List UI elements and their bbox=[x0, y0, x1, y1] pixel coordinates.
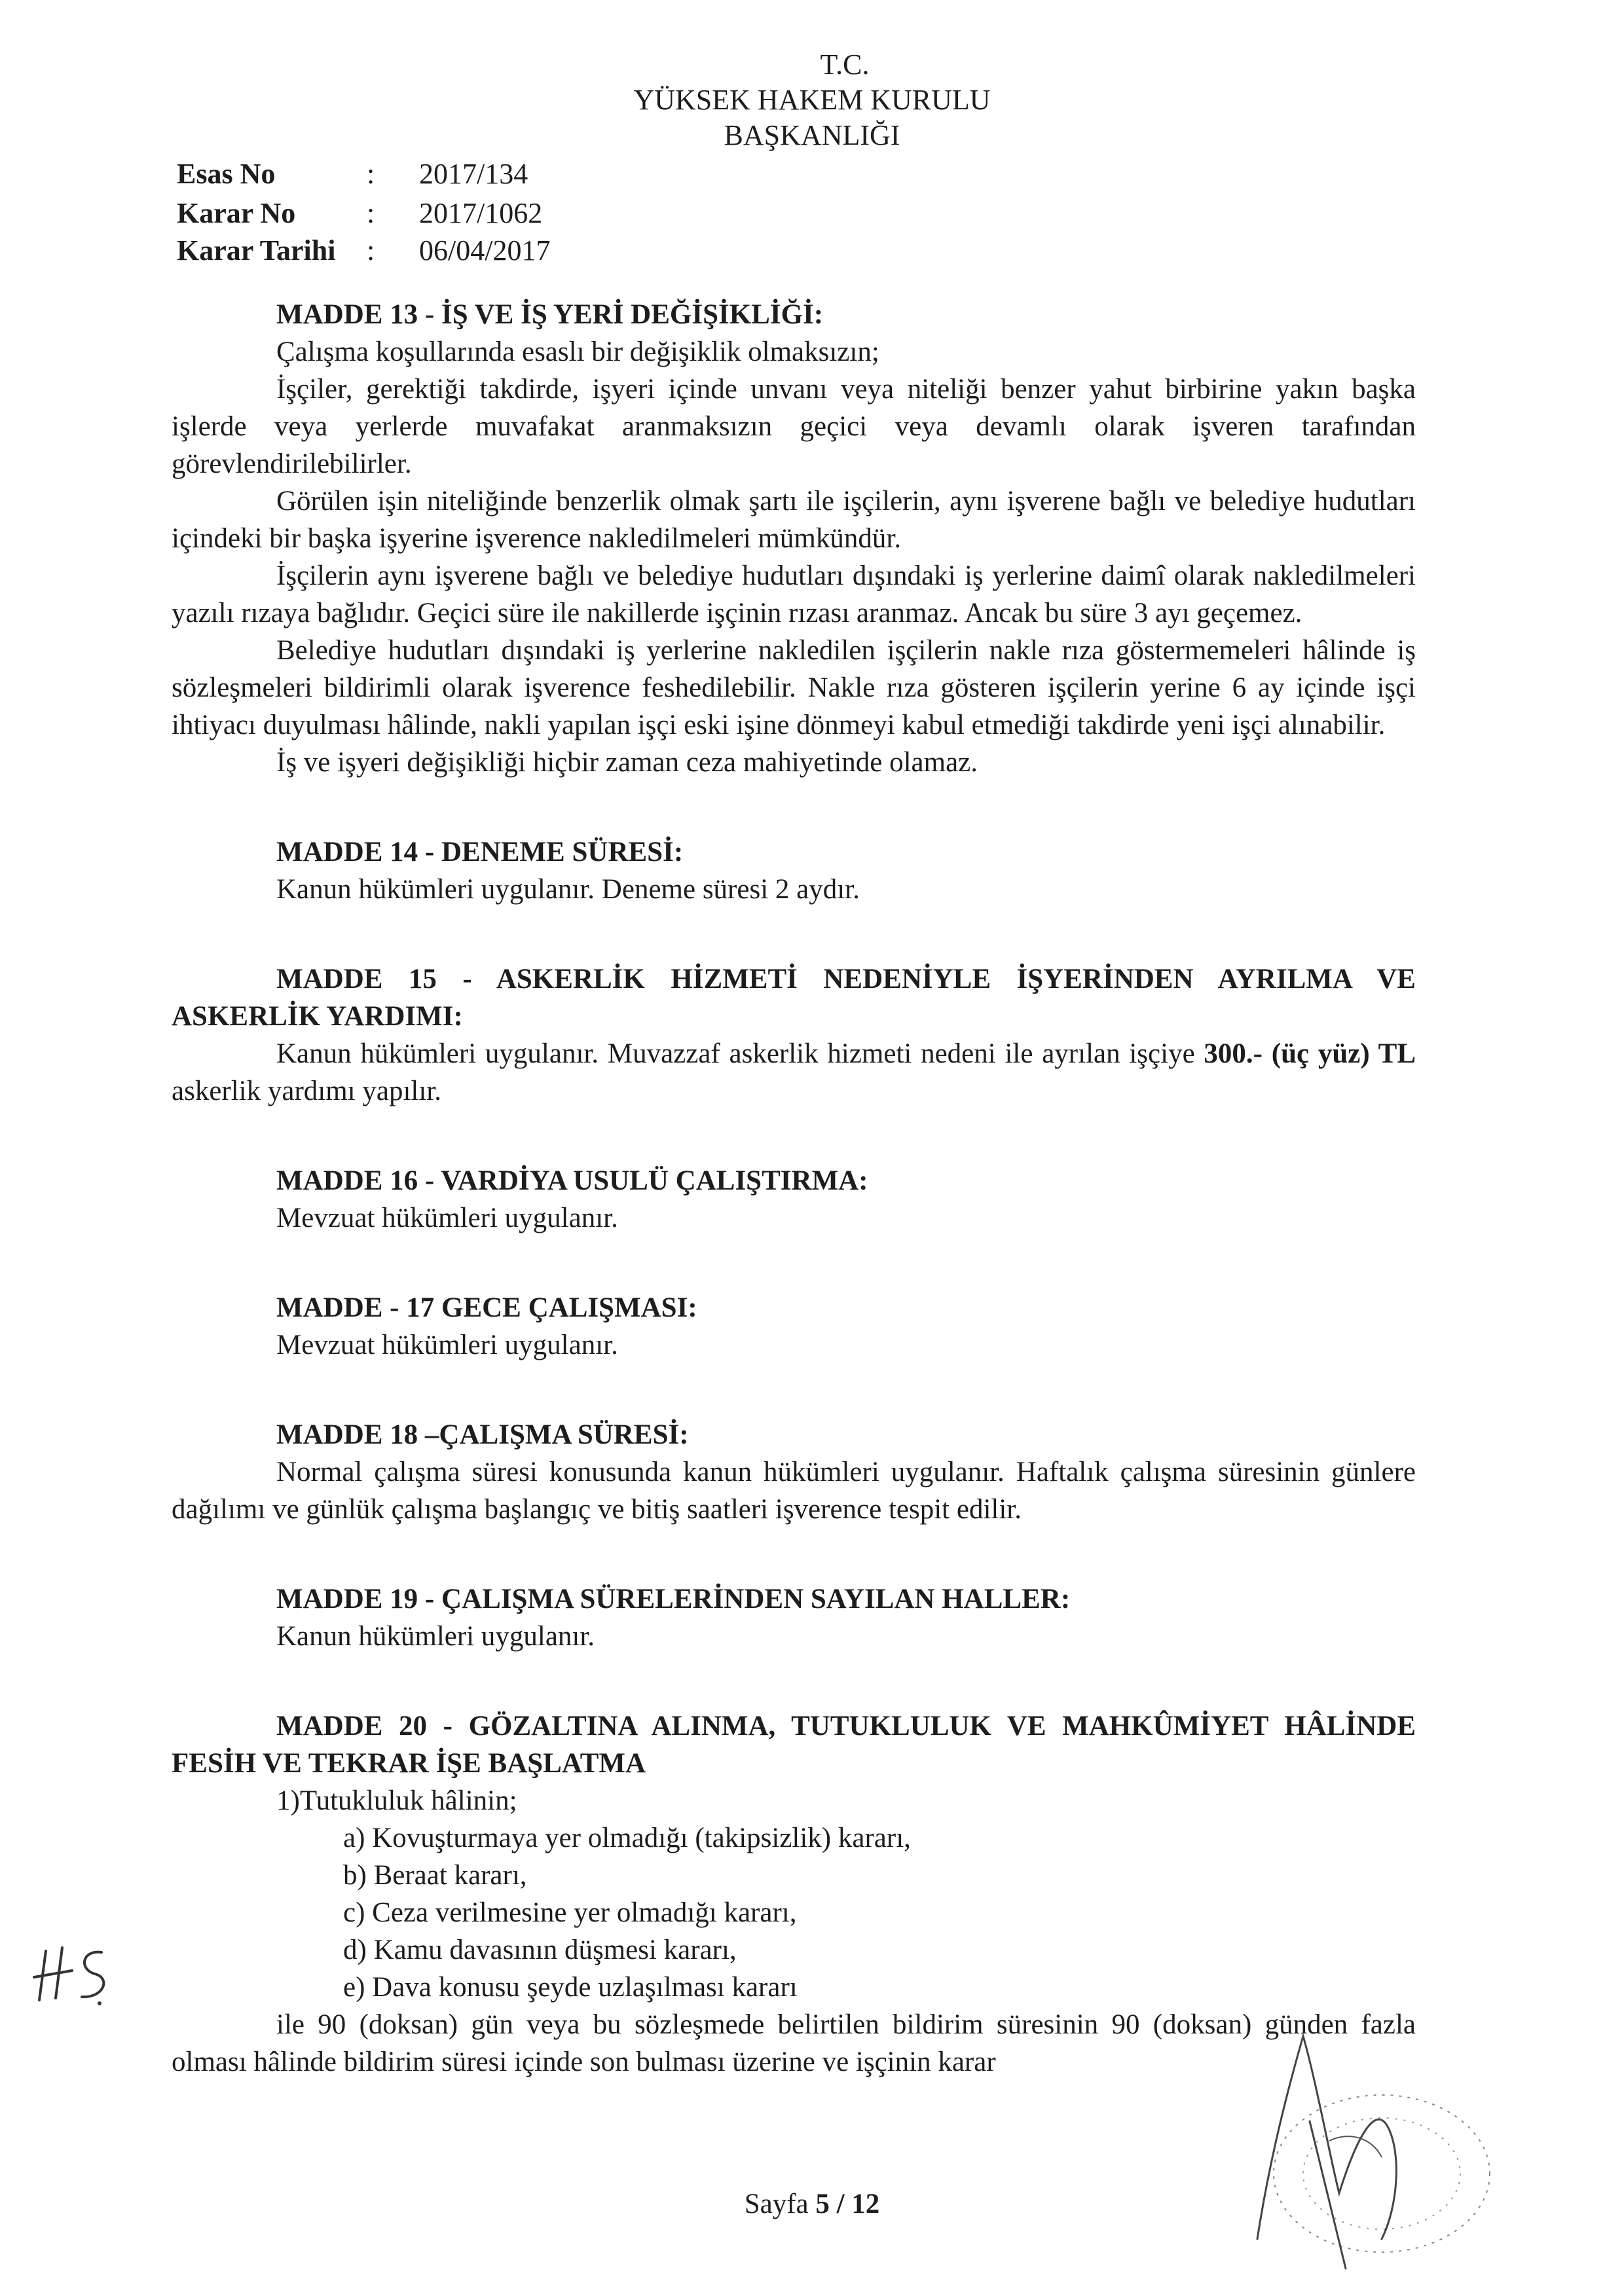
paragraph: Mevzuat hükümleri uygulanır. bbox=[276, 1203, 618, 1233]
total-pages: 12 bbox=[851, 2189, 880, 2219]
article-15 bbox=[172, 960, 1416, 1110]
list-item: b) Beraat kararı, bbox=[343, 1860, 527, 1891]
paragraph: İşçiler, gerektiği takdirde, işyeri içinde unvanı veya niteliği benzer yahut birbirine yakın başka işlerde veya yerlerde muvafakat aranmaksızın geçici veya devamlı olarak işveren tarafından görevlendirilebilirler. bbox=[172, 374, 1416, 479]
header-tc: T.C. bbox=[820, 48, 870, 81]
paragraph: Belediye hudutları dışındaki iş yerlerine nakledilen işçilerin nakle rıza göstermemeleri hâlinde iş sözleşmeleri bildirimli olarak işverence feshedilebilir. Nakle rıza gösteren işçilerin yerine 6 ay içinde işçi ihtiyacı duyulması hâlinde, nakli yapılan işçi eski işine dönmeyi kabul etmediği takdirde yeni işçi alınabilir. bbox=[172, 635, 1416, 740]
paragraph: İş ve işyeri değişikliği hiçbir zaman ceza mahiyetinde olamaz. bbox=[276, 747, 978, 778]
meta-karar-no bbox=[177, 194, 542, 233]
header-presidency: BAŞKANLIĞI bbox=[724, 119, 900, 151]
item-list bbox=[172, 1819, 1416, 2006]
meta-colon: : bbox=[367, 158, 375, 190]
paragraph: Kanun hükümleri uygulanır. Deneme süresi 2 aydır. bbox=[276, 874, 860, 905]
article-18 bbox=[172, 1416, 1416, 1528]
paragraph: 1)Tutukluluk hâlinin; bbox=[276, 1785, 517, 1816]
handwritten-initials-icon bbox=[26, 1938, 118, 2010]
list-item: d) Kamu davasının düşmesi kararı, bbox=[343, 1935, 737, 1965]
header-institution: YÜKSEK HAKEM KURULU bbox=[633, 84, 991, 116]
paragraph: İşçilerin aynı işverene bağlı ve belediye hudutları dışındaki iş yerlerine daimî olarak nakledilmeleri yazılı rızaya bağlıdır. Geçici süre ile nakillerde işçinin rızası aranmaz. Ancak bu süre 3 ayı geçemez. bbox=[172, 560, 1416, 629]
paragraph: ile 90 (doksan) gün veya bu sözleşmede belirtilen bildirim süresinin 90 (doksan) günden fazla olması hâlinde bildirim süresi içinde son bulması üzerine ve işçinin karar bbox=[172, 2009, 1416, 2077]
page-separator: / bbox=[829, 2189, 852, 2219]
document-body bbox=[172, 296, 1416, 2081]
meta-value: 06/04/2017 bbox=[419, 234, 551, 266]
meta-label: Karar Tarihi bbox=[177, 234, 336, 266]
article-13 bbox=[172, 296, 1416, 781]
meta-esas-no bbox=[177, 155, 528, 194]
meta-value: 2017/134 bbox=[419, 158, 528, 190]
article-title: MADDE 20 - GÖZALTINA ALINMA, TUTUKLULUK VE MAHKÛMİYET HÂLİNDE FESİH VE TEKRAR İŞE BAŞLATMA bbox=[172, 1711, 1416, 1779]
article-14 bbox=[172, 833, 1416, 908]
article-title: MADDE 13 - İŞ VE İŞ YERİ DEĞİŞİKLİĞİ: bbox=[276, 299, 824, 330]
article-title: MADDE 14 - DENEME SÜRESİ: bbox=[276, 837, 684, 867]
article-title: MADDE 15 - ASKERLİK HİZMETİ NEDENİYLE İŞYERİNDEN AYRILMA VE ASKERLİK YARDIMI: bbox=[172, 964, 1416, 1032]
article-16 bbox=[172, 1162, 1416, 1237]
article-title: MADDE 19 - ÇALIŞMA SÜRELERİNDEN SAYILAN HALLER: bbox=[276, 1584, 1071, 1614]
article-17 bbox=[172, 1289, 1416, 1364]
page-prefix: Sayfa bbox=[744, 2189, 816, 2219]
article-title: MADDE 16 - VARDİYA USULÜ ÇALIŞTIRMA: bbox=[276, 1165, 868, 1196]
paragraph: Mevzuat hükümleri uygulanır. bbox=[276, 1330, 618, 1360]
paragraph: Normal çalışma süresi konusunda kanun hükümleri uygulanır. Haftalık çalışma süresinin günlere dağılımı ve günlük çalışma başlangıç ve bitiş saatleri işverence tespit edilir. bbox=[172, 1457, 1416, 1525]
paragraph: Çalışma koşullarında esaslı bir değişiklik olmaksızın; bbox=[276, 337, 879, 367]
meta-karar-tarihi bbox=[177, 231, 550, 270]
article-title: MADDE - 17 GECE ÇALIŞMASI: bbox=[276, 1292, 697, 1323]
list-item: c) Ceza verilmesine yer olmadığı kararı, bbox=[343, 1897, 797, 1928]
meta-colon: : bbox=[367, 197, 375, 229]
signature-stamp-icon bbox=[1231, 2023, 1506, 2272]
article-19 bbox=[172, 1580, 1416, 1655]
paragraph: Kanun hükümleri uygulanır. bbox=[276, 1621, 595, 1652]
article-title: MADDE 18 –ÇALIŞMA SÜRESİ: bbox=[276, 1419, 689, 1450]
list-item: a) Kovuşturmaya yer olmadığı (takipsizlik) kararı, bbox=[343, 1823, 911, 1853]
article-20 bbox=[172, 1707, 1416, 2081]
paragraph: Görülen işin niteliğinde benzerlik olmak şartı ile işçilerin, aynı işverene bağlı ve belediye hudutları içindeki bir başka işyerine işverence nakledilmeleri mümkündür. bbox=[172, 486, 1416, 554]
meta-value: 2017/1062 bbox=[419, 197, 543, 229]
paragraph bbox=[172, 1035, 1416, 1110]
paragraph-text: askerlik yardımı yapılır. bbox=[172, 1076, 441, 1106]
amount-text: 300.- (üç yüz) TL bbox=[1204, 1038, 1416, 1069]
meta-label: Esas No bbox=[177, 158, 276, 190]
meta-label: Karar No bbox=[177, 197, 296, 229]
list-item: e) Dava konusu şeyde uzlaşılması kararı bbox=[343, 1972, 798, 2003]
current-page: 5 bbox=[815, 2189, 830, 2219]
meta-colon: : bbox=[367, 234, 375, 266]
paragraph-text: Kanun hükümleri uygulanır. Muvazzaf askerlik hizmeti nedeni ile ayrılan işçiye bbox=[276, 1038, 1204, 1069]
